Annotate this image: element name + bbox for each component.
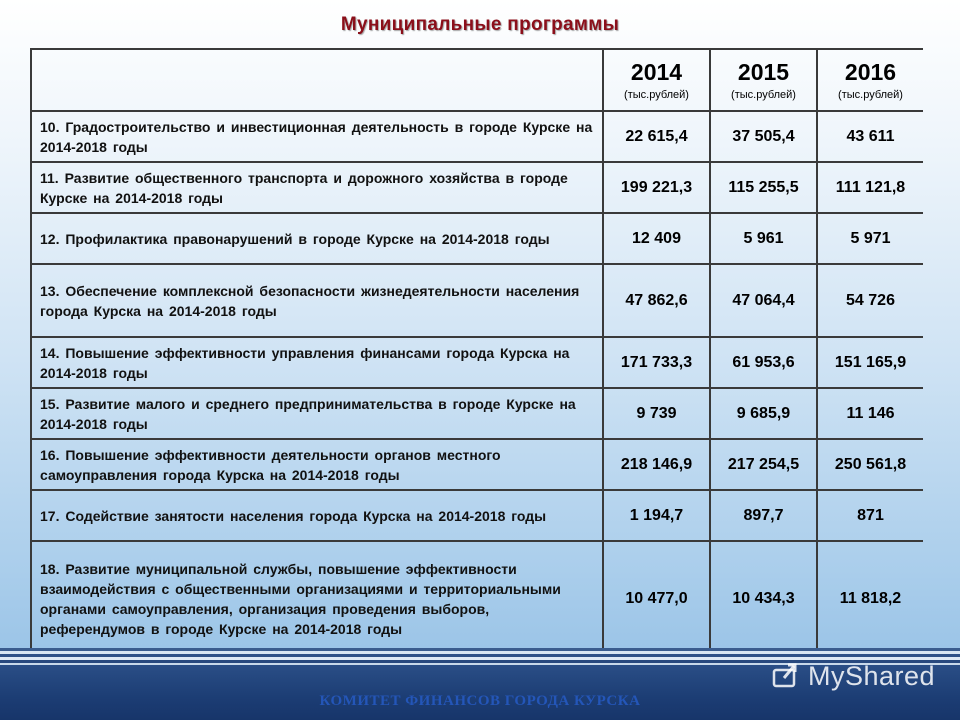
table-row — [31, 264, 923, 337]
value-2016: 11 818,2 — [817, 541, 923, 655]
value-2015: 10 434,3 — [710, 541, 817, 655]
logo-text: MyShared — [808, 660, 936, 691]
program-name: 16. Повышение эффективности деятельности органов местного самоуправления города Курска на 2014-2018 годы — [31, 439, 603, 490]
programs-table-wrapper — [30, 48, 923, 655]
header-blank-cell — [31, 49, 603, 111]
table-row — [31, 337, 923, 388]
value-2014: 9 739 — [603, 388, 710, 439]
table-row — [31, 162, 923, 213]
value-2014: 199 221,3 — [603, 162, 710, 213]
value-2016: 5 971 — [817, 213, 923, 264]
value-2016: 11 146 — [817, 388, 923, 439]
program-name: 10. Градостроительство и инвестиционная деятельность в городе Курске на 2014-2018 годы — [31, 111, 603, 162]
table-row — [31, 490, 923, 541]
year-unit: (тыс.рублей) — [838, 89, 903, 101]
year-label: 2014 — [630, 59, 683, 85]
value-2016: 54 726 — [817, 264, 923, 337]
program-name: 17. Содействие занятости населения города Курска на 2014-2018 годы — [31, 490, 603, 541]
value-2015: 37 505,4 — [710, 111, 817, 162]
value-2014: 10 477,0 — [603, 541, 710, 655]
table-row — [31, 541, 923, 655]
year-label: 2016 — [844, 59, 897, 85]
year-unit: (тыс.рублей) — [624, 89, 689, 101]
value-2016: 151 165,9 — [817, 337, 923, 388]
header-year-2014 — [603, 49, 710, 111]
value-2014: 22 615,4 — [603, 111, 710, 162]
table-row — [31, 213, 923, 264]
value-2015: 897,7 — [710, 490, 817, 541]
year-label: 2015 — [737, 59, 790, 85]
value-2015: 5 961 — [710, 213, 817, 264]
value-2014: 218 146,9 — [603, 439, 710, 490]
table-header-row — [31, 49, 923, 111]
program-name: 15. Развитие малого и среднего предпринимательства в городе Курске на 2014-2018 годы — [31, 388, 603, 439]
value-2015: 47 064,4 — [710, 264, 817, 337]
value-2016: 871 — [817, 490, 923, 541]
header-year-2015 — [710, 49, 817, 111]
value-2015: 115 255,5 — [710, 162, 817, 213]
table-row — [31, 439, 923, 490]
value-2014: 12 409 — [603, 213, 710, 264]
value-2016: 43 611 — [817, 111, 923, 162]
value-2015: 61 953,6 — [710, 337, 817, 388]
programs-table — [30, 48, 923, 655]
year-unit: (тыс.рублей) — [731, 89, 796, 101]
table-row — [31, 388, 923, 439]
value-2016: 250 561,8 — [817, 439, 923, 490]
myshared-logo-icon — [770, 660, 802, 692]
program-name: 14. Повышение эффективности управления финансами города Курска на 2014-2018 годы — [31, 337, 603, 388]
header-year-2016 — [817, 49, 923, 111]
value-2015: 9 685,9 — [710, 388, 817, 439]
program-name: 11. Развитие общественного транспорта и дорожного хозяйства в городе Курске на 2014-2018 годы — [31, 162, 603, 213]
program-name: 13. Обеспечение комплексной безопасности жизнедеятельности населения города Курска на 2014-2018 годы — [31, 264, 603, 337]
footer-caption: КОМИТЕТ ФИНАНСОВ ГОРОДА КУРСКА — [319, 693, 641, 709]
value-2015: 217 254,5 — [710, 439, 817, 490]
value-2014: 171 733,3 — [603, 337, 710, 388]
program-name: 12. Профилактика правонарушений в городе Курске на 2014-2018 годы — [31, 213, 603, 264]
value-2016: 111 121,8 — [817, 162, 923, 213]
program-name: 18. Развитие муниципальной службы, повышение эффективности взаимодействия с общественными организациями и территориальными органами самоуправления, организация проведения выборов, референдумов в городе Курске на 2014-2018 годы — [31, 541, 603, 655]
value-2014: 47 862,6 — [603, 264, 710, 337]
value-2014: 1 194,7 — [603, 490, 710, 541]
table-row — [31, 111, 923, 162]
page-title: Муниципальные программы — [340, 14, 620, 35]
myshared-logo[interactable] — [770, 658, 940, 694]
